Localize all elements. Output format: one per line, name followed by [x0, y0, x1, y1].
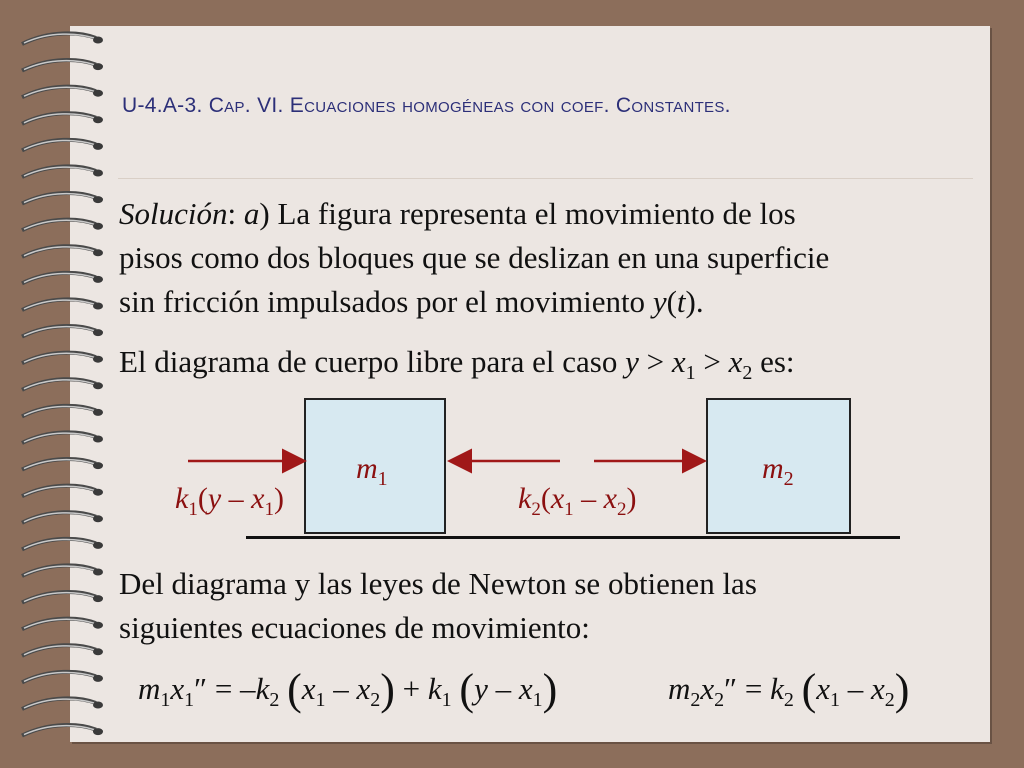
header-divider	[118, 178, 973, 179]
binding-hole	[93, 329, 103, 336]
block-m1-label: $m_1$	[356, 452, 388, 490]
solution-line-2: pisos como dos bloques que se deslizan en una superficie	[119, 240, 830, 275]
binding-hole	[93, 37, 103, 44]
binding-hole	[93, 303, 103, 310]
newton-line-1: Del diagrama y las leyes de Newton se obtienen las	[119, 566, 757, 601]
binding-hole	[93, 648, 103, 655]
block-m2-label: $m_2$	[762, 452, 794, 490]
binding-hole	[93, 595, 103, 602]
binding-hole	[93, 409, 103, 416]
spiral-binding	[0, 0, 130, 768]
binding-hole	[93, 569, 103, 576]
equation-1: $m_1x_1'' = -k_2$ $(x_1 - x_2) + k_1$ $(y - x_1)$	[138, 665, 558, 714]
binding-hole	[93, 170, 103, 177]
newton-line-2: siguientes ecuaciones de movimiento:	[119, 610, 590, 645]
ground-line	[246, 536, 900, 539]
binding-hole	[93, 356, 103, 363]
solution-line1-text: La figura representa el movimiento de los	[277, 196, 796, 231]
slide-header	[122, 94, 972, 118]
force1-label: $k_1(y - x_1)$	[175, 482, 284, 520]
binding-hole	[93, 462, 103, 469]
binding-hole	[93, 675, 103, 682]
binding-hole	[93, 276, 103, 283]
binding-hole	[93, 515, 103, 522]
binding-hole	[93, 702, 103, 709]
binding-hole	[93, 542, 103, 549]
binding-hole	[93, 63, 103, 70]
equation-2: $m_2x_2'' = k_2$ $(x_1 - x_2)$	[668, 665, 910, 714]
binding-hole	[93, 728, 103, 735]
solution-line-1: Solución: a) La figura representa el movimiento de los	[119, 196, 796, 231]
binding-hole	[93, 436, 103, 443]
binding-hole	[93, 90, 103, 97]
binding-hole	[93, 196, 103, 203]
solution-lead: Solución	[119, 196, 228, 231]
header-title: U-4.A-3. Cap. VI. Ecuaciones homogéneas con coef. Constantes.	[122, 94, 731, 117]
solution-part: a	[243, 196, 260, 231]
force-arrows	[180, 446, 720, 476]
diagram-intro: El diagrama de cuerpo libre para el caso $y > x_1 > x_2$ es:	[119, 344, 795, 385]
binding-hole	[93, 382, 103, 389]
binding-hole	[93, 223, 103, 230]
binding-hole	[93, 622, 103, 629]
solution-line-3: sin fricción impulsados por el movimiento y(t).	[119, 284, 704, 319]
binding-hole	[93, 249, 103, 256]
binding-hole	[93, 489, 103, 496]
force2-label: $k_2(x_1 - x_2)$	[518, 482, 637, 520]
binding-hole	[93, 143, 103, 150]
binding-hole	[93, 116, 103, 123]
